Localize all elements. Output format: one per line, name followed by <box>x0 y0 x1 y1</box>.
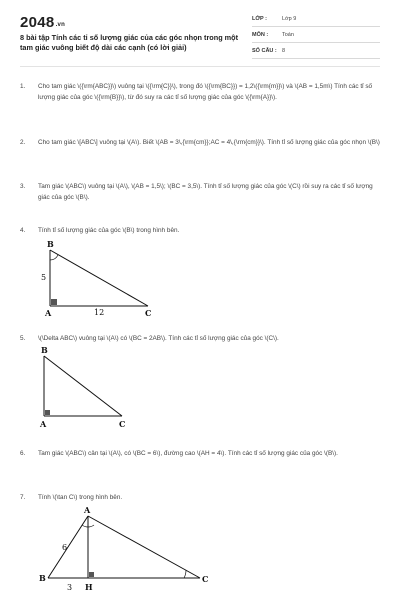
question-6 <box>20 449 380 460</box>
question-number: 7. <box>20 494 26 501</box>
question-text: Cho tam giác \({\rm{ABC}}\) vuông tại \({\rm{C}}\), trong đó \({\rm{BC}}) = 1,2\({\rm{m}}\) và \(AB = 1,5m\) Tính các tỉ số lượng giác của góc \({\rm{B}}\), từ đó suy ra các tỉ số lượng giác của góc \({\rm{A}}\). <box>38 83 373 101</box>
question-3 <box>20 182 380 203</box>
question-number: 1. <box>20 83 26 90</box>
document-header <box>0 0 400 62</box>
question-1 <box>20 82 380 103</box>
vertex-h-label: H <box>85 582 93 592</box>
right-angle-mark-h <box>89 572 94 577</box>
meta-row-class <box>252 14 380 27</box>
side-bc <box>50 250 148 306</box>
vertex-b-label: B <box>39 573 46 583</box>
right-angle-mark <box>51 299 57 305</box>
right-angle-mark <box>45 410 50 415</box>
side-ab-length: 6 <box>62 543 68 552</box>
question-text: \(\Delta ABC\) vuông tại \(A\) có \(BC = 2AB\). Tính các tỉ số lượng giác của góc \(C\). <box>38 335 279 342</box>
figure-q5-triangle <box>36 344 146 430</box>
vertex-b-label: B <box>41 345 48 355</box>
logo-suffix: .vn <box>55 22 66 28</box>
vertex-c-label: C <box>145 308 152 318</box>
side-ab-length: 5 <box>41 273 47 282</box>
angle-c-mark <box>184 570 186 578</box>
logo-text: 2048 <box>20 14 55 31</box>
vertex-c-label: C <box>119 419 126 429</box>
vertex-a-label: A <box>84 505 91 515</box>
question-number: 5. <box>20 335 26 342</box>
question-text: Tam giác \(ABC\) vuông tại \(A\), \(AB = 1,5\); \(BC = 3,5\). Tính tỉ số lượng giác của góc \(C\) rồi suy ra các tỉ số lượng giác của góc \(B\). <box>38 183 373 201</box>
meta-value-class: Lớp 9 <box>282 16 297 22</box>
question-number: 6. <box>20 450 26 457</box>
question-2 <box>20 138 380 149</box>
side-bc <box>44 356 122 416</box>
question-4 <box>20 226 380 237</box>
site-logo[interactable] <box>20 14 65 31</box>
question-text: Tam giác \(ABC\) cân tại \(A\), có \(BC = 6\), đường cao \(AH = 4\). Tính các tỉ số lượng giác của góc \(B\). <box>38 450 338 457</box>
vertex-b-label: B <box>47 239 54 249</box>
header-divider <box>20 66 380 67</box>
vertex-c-label: C <box>202 574 209 584</box>
vertex-a-label: A <box>45 308 52 318</box>
figure-q7-triangle <box>38 504 218 596</box>
side-ac <box>88 516 200 578</box>
meta-value-subject: Toán <box>282 32 294 38</box>
meta-label-subject: MÔN : <box>252 32 269 38</box>
meta-panel <box>252 14 380 62</box>
side-bh-length: 3 <box>67 583 73 592</box>
document-title: 8 bài tập Tính các tỉ số lượng giác của các góc nhọn trong một tam giác vuông biết độ dài các cạnh (có lời giải) <box>20 33 239 52</box>
question-5 <box>20 334 380 345</box>
question-text: Cho tam giác \[ABC\] vuông tại \(A\). Biết \(AB = 3\,{\rm{cm}};AC = 4\,{\rm{cm}}\). Tính tỉ số lượng giác của góc nhọn \(B\) <box>38 139 380 146</box>
question-text: Tính tỉ số lượng giác của góc \(B\) trong hình bên. <box>38 227 180 234</box>
meta-value-count: 8 <box>282 48 286 54</box>
figure-q4-triangle <box>36 240 166 318</box>
question-number: 2. <box>20 139 26 146</box>
meta-row-count <box>252 46 380 59</box>
question-number: 4. <box>20 227 26 234</box>
meta-label-count: SỐ CÂU : <box>252 48 277 54</box>
angle-b-mark <box>50 255 58 260</box>
meta-row-subject <box>252 30 380 43</box>
vertex-a-label: A <box>40 419 47 429</box>
meta-label-class: LỚP : <box>252 16 267 22</box>
side-ac-length: 12 <box>94 308 105 317</box>
question-7 <box>20 493 380 504</box>
question-text: Tính \(\tan C\) trong hình bên. <box>38 494 123 501</box>
question-number: 3. <box>20 183 26 190</box>
